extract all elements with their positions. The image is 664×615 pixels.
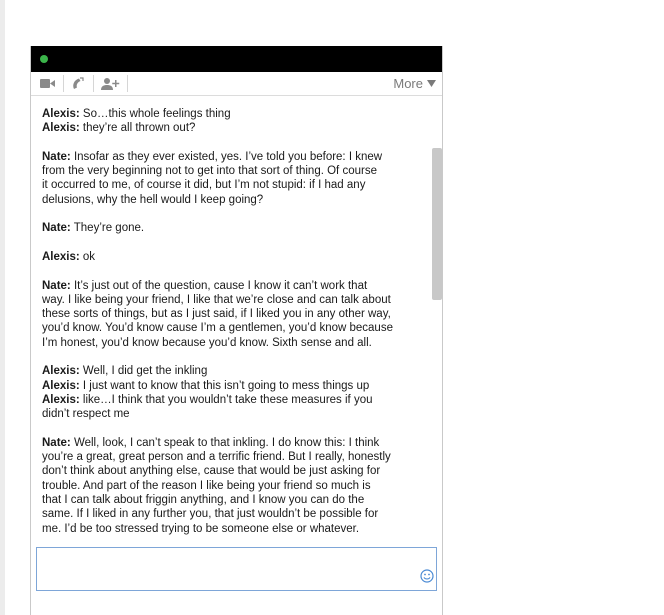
message-text: don’t think about anything else, cause that would be just asking for (42, 465, 381, 478)
smiley-icon[interactable] (420, 569, 434, 588)
message-line (42, 407, 427, 421)
message-text: that I can talk about friggin anything, and I know you can do the (42, 494, 365, 507)
message-input[interactable] (36, 547, 437, 591)
message-line (42, 450, 427, 464)
message-group (42, 150, 427, 207)
scrollbar-thumb[interactable] (432, 148, 442, 300)
message-line (42, 121, 427, 135)
message-text: They’re gone. (70, 222, 145, 235)
message-line (42, 522, 427, 536)
message-sender: Alexis: (42, 393, 80, 406)
online-status-dot (40, 55, 48, 63)
message-text: So…this whole feelings thing (79, 108, 231, 120)
message-text: it occurred to me, of course it did, but I’m not stupid: if I had any (42, 179, 366, 192)
message-text: like…I think that you wouldn’t take these measures if you (79, 393, 373, 406)
message-text: I just want to know that this isn’t going to mess things up (79, 379, 370, 392)
message-text: you’re a great, great person and a terrific friend. But I really, honestly (42, 451, 391, 464)
message-line (42, 364, 427, 378)
message-line (42, 507, 427, 521)
message-text: way. I like being your friend, I like that we’re close and can talk about (42, 293, 391, 306)
message-line (42, 279, 427, 293)
chat-window (30, 46, 443, 615)
triangle-down-icon (427, 80, 436, 87)
message-group (42, 250, 427, 264)
message-text: It’s just out of the question, cause I know it can’t work that (70, 279, 368, 292)
message-line (42, 379, 427, 393)
message-sender: Alexis: (42, 108, 80, 120)
message-line (42, 107, 427, 121)
message-group (42, 221, 427, 235)
message-line (42, 150, 427, 164)
toolbar-separator (63, 75, 64, 92)
message-line (42, 321, 427, 335)
toolbar-separator (127, 75, 128, 92)
message-text: from the very beginning not to get into that sort of thing. Of course (42, 165, 377, 178)
message-sender: Nate: (42, 279, 71, 292)
message-sender: Alexis: (42, 250, 80, 263)
message-text: ok (79, 250, 96, 263)
message-group (42, 279, 427, 350)
message-line (42, 464, 427, 478)
message-group (42, 107, 427, 136)
message-sender: Nate: (42, 150, 71, 163)
chat-toolbar (31, 72, 442, 96)
page-edge (0, 0, 5, 615)
phone-icon[interactable] (65, 72, 91, 95)
message-text: I’m honest, you’d know because you’d know. Sixth sense and all. (42, 336, 372, 349)
message-text: same. If I liked in any further you, that just wouldn’t be possible for (42, 508, 379, 521)
video-camera-icon[interactable] (35, 72, 61, 95)
message-text: they’re all thrown out? (79, 122, 196, 135)
message-text: me. I’d be too stressed trying to be someone else or whatever. (42, 522, 360, 535)
message-text: didn’t respect me (42, 408, 130, 421)
message-list (42, 107, 427, 550)
message-sender: Nate: (42, 436, 71, 449)
message-line (42, 164, 427, 178)
message-line (42, 393, 427, 407)
message-line (42, 193, 427, 207)
more-menu-button[interactable] (393, 76, 436, 91)
message-line (42, 250, 427, 264)
message-sender: Nate: (42, 222, 71, 235)
message-sender: Alexis: (42, 379, 80, 392)
message-text: Insofar as they ever existed, yes. I’ve told you before: I knew (70, 150, 383, 163)
message-text: delusions, why the hell would I keep going? (42, 193, 264, 206)
chat-titlebar[interactable] (31, 46, 442, 72)
message-group (42, 364, 427, 421)
add-person-icon[interactable] (95, 72, 125, 95)
message-line (42, 307, 427, 321)
message-line (42, 293, 427, 307)
toolbar-separator (93, 75, 94, 92)
more-label: More (393, 76, 423, 91)
message-text: these sorts of things, but as I just said, if I liked you in any other way, (42, 308, 391, 321)
message-group (42, 436, 427, 536)
message-line (42, 221, 427, 235)
message-text: Well, I did get the inkling (79, 365, 208, 378)
message-line (42, 436, 427, 450)
message-history[interactable] (31, 96, 442, 589)
message-line (42, 178, 427, 192)
message-text: trouble. And part of the reason I like being your friend so much is (42, 479, 371, 492)
message-text: Well, look, I can’t speak to that inkling. I do know this: I think (70, 436, 380, 449)
message-sender: Alexis: (42, 365, 80, 378)
message-line (42, 479, 427, 493)
message-text: you’d know. You’d know cause I’m a gentlemen, you’d know because (42, 322, 393, 335)
message-line (42, 336, 427, 350)
message-sender: Alexis: (42, 122, 80, 135)
message-line (42, 493, 427, 507)
